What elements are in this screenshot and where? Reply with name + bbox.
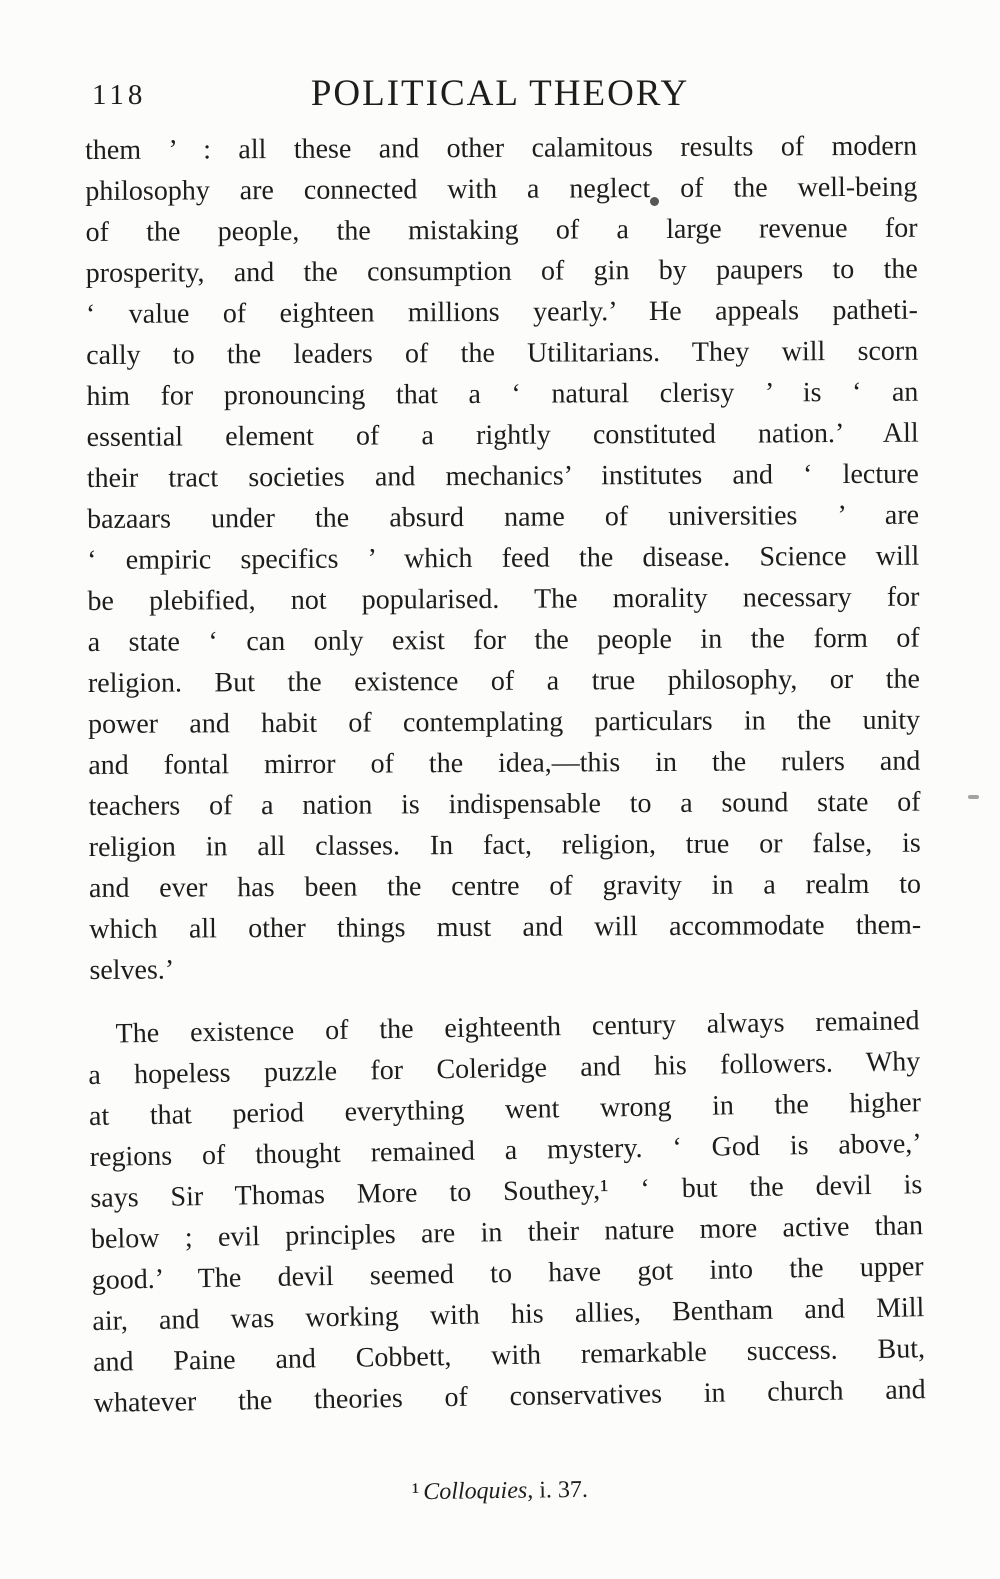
page-header <box>0 72 1000 118</box>
text-line: ‘ empiric specifics ’ which feed the disease. Science will <box>87 540 920 576</box>
page-number: 118 <box>92 79 147 111</box>
page-body <box>85 126 924 1424</box>
text-line: a hopeless puzzle for Coleridge and his followers. Why <box>88 1046 921 1092</box>
text-line: religion. But the existence of a true philosophy, or the <box>87 663 920 699</box>
text-line: their tract societies and mechanics’ institutes and ‘ lecture <box>86 458 919 494</box>
text-line: religion in all classes. In fact, religion, true or false, is <box>88 827 921 863</box>
text-line: and Paine and Cobbett, with remarkable success. But, <box>92 1333 926 1378</box>
text-line: essential element of a rightly constituted nation.’ All <box>86 417 919 453</box>
running-header-title: POLITICAL THEORY <box>310 73 690 114</box>
text-line: a state ‘ can only exist for the people in the form of <box>87 622 920 658</box>
text-line: whatever the theories of conservatives in church and <box>93 1374 926 1419</box>
text-line: good.’ The devil seemed to have got into the upper <box>91 1251 924 1296</box>
footnote-work-title: Colloquies <box>423 1477 528 1506</box>
text-line: selves.’ <box>89 954 175 986</box>
footnote <box>0 1471 1000 1512</box>
text-line: be plebified, not popularised. The morality necessary for <box>87 581 920 617</box>
text-line: below ; evil principles are in their nature more active than <box>90 1210 924 1255</box>
text-line: and fontal mirror of the idea,—this in the rulers and <box>88 745 921 781</box>
text-line: of the people, the mistaking of a large revenue for <box>85 212 918 248</box>
text-line: The existence of the eighteenth century always remained <box>115 1005 920 1050</box>
text-line: cally to the leaders of the Utilitarians. They will scorn <box>86 335 919 371</box>
text-line: which all other things must and will accommodate them- <box>89 909 922 945</box>
text-line: ‘ value of eighteen millions yearly.’ He appeals patheti- <box>85 294 919 330</box>
text-line: teachers of a nation is indispensable to a sound state of <box>88 786 921 822</box>
text-line: air, and was working with his allies, Bentham and Mill <box>92 1292 925 1337</box>
paragraph-continuation <box>85 126 921 991</box>
text-line: at that period everything went wrong in the higher <box>88 1087 922 1132</box>
text-line: him for pronouncing that a ‘ natural clerisy ’ is ‘ an <box>86 376 919 412</box>
text-line: power and habit of contemplating particulars in the unity <box>88 704 921 740</box>
footnote-reference: , i. 37. <box>527 1476 589 1504</box>
footnote-marker: ¹ <box>411 1479 420 1506</box>
text-line: them ’ : all these and other calamitous results of modern <box>85 130 918 166</box>
text-line: regions of thought remained a mystery. ‘ God is above,’ <box>89 1128 922 1173</box>
text-line: bazaars under the absurd name of universities ’ are <box>86 499 920 535</box>
text-line: says Sir Thomas More to Southey,¹ ‘ but the devil is <box>90 1169 923 1214</box>
text-line: philosophy are connected with a neglect of the well-being <box>85 171 918 207</box>
paragraph-new <box>87 1000 926 1424</box>
text-line: and ever has been the centre of gravity in a realm to <box>88 868 922 904</box>
text-line: prosperity, and the consumption of gin by paupers to the <box>85 253 918 289</box>
margin-mark-artifact <box>968 795 979 799</box>
